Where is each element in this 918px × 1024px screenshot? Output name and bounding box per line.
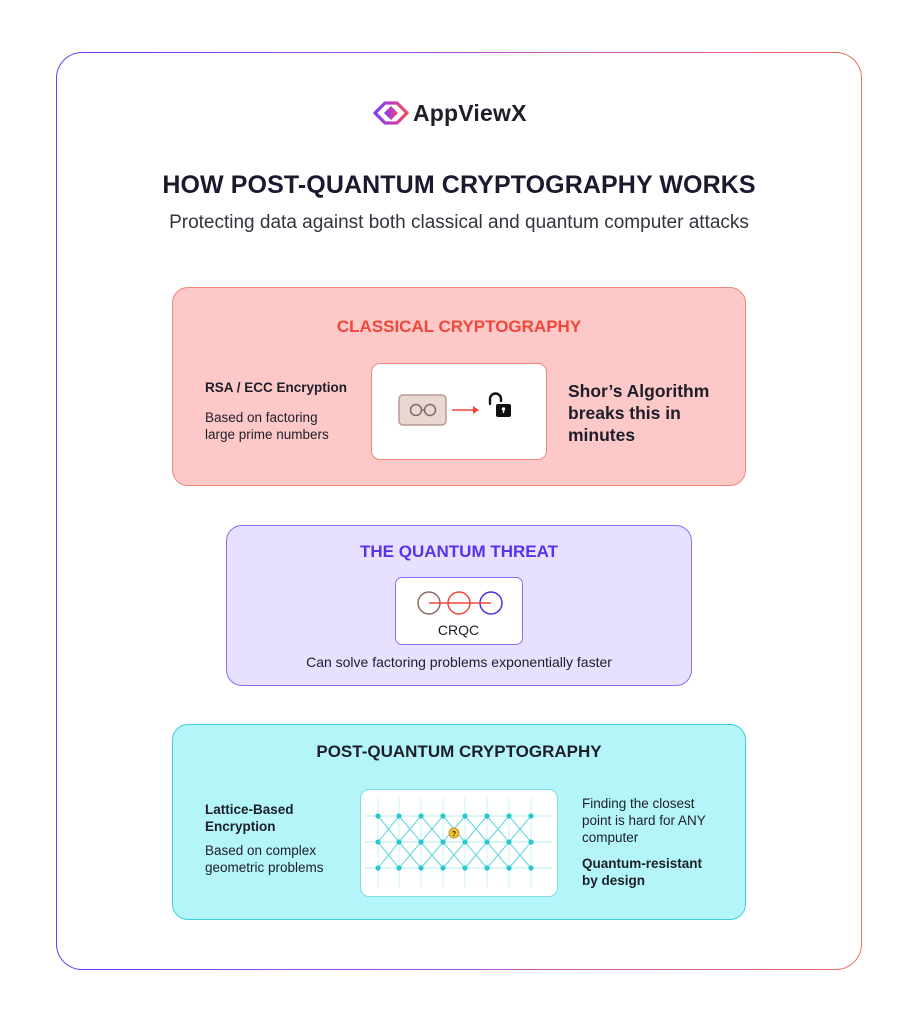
key-to-unlock-diagram xyxy=(372,364,545,458)
pq-method xyxy=(205,801,294,835)
lattice-point xyxy=(462,865,467,870)
quantum-threat-panel xyxy=(226,525,692,686)
unlocked-padlock-icon xyxy=(490,394,511,418)
lattice-point xyxy=(484,865,489,870)
pq-basis-line-2: geometric problems xyxy=(205,860,324,875)
quantum-caption: Can solve factoring problems exponentially faster xyxy=(306,654,612,670)
lattice-point xyxy=(506,839,511,844)
pq-fact-line-3: computer xyxy=(582,830,639,845)
appviewx-logo xyxy=(373,96,527,130)
pq-claim-line-2: by design xyxy=(582,873,646,888)
lattice-point xyxy=(484,839,489,844)
classical-basis-line-1: Based on factoring xyxy=(205,410,318,425)
classical-method: RSA / ECC Encryption xyxy=(205,380,348,395)
classical-basis-line-2: large prime numbers xyxy=(205,427,329,442)
crqc-label: CRQC xyxy=(437,622,480,638)
shor-line-2: breaks this in xyxy=(568,403,681,423)
classical-title: CLASSICAL CRYPTOGRAPHY xyxy=(336,317,582,336)
shor-algorithm-note xyxy=(568,380,709,446)
lattice-illustration xyxy=(360,789,558,897)
lattice-point xyxy=(440,865,445,870)
pq-method-line-2: Encryption xyxy=(205,819,276,834)
lattice-point xyxy=(418,839,423,844)
arrow-right-icon xyxy=(452,406,479,414)
lattice-point xyxy=(484,813,489,818)
post-quantum-cryptography-panel xyxy=(172,724,746,920)
encryption-break-illustration xyxy=(371,363,547,460)
pq-claim xyxy=(582,855,702,889)
lattice-point xyxy=(528,839,533,844)
lattice-point xyxy=(418,865,423,870)
lattice-point xyxy=(440,839,445,844)
pq-method-line-1: Lattice-Based xyxy=(205,802,294,817)
page-subtitle: Protecting data against both classical and quantum computer attacks xyxy=(169,212,749,233)
lattice-point xyxy=(396,865,401,870)
lattice-point xyxy=(375,839,380,844)
post-quantum-title: POST-QUANTUM CRYPTOGRAPHY xyxy=(316,742,602,761)
pq-basis-line-1: Based on complex xyxy=(205,843,317,858)
pq-fact-line-2: point is hard for ANY xyxy=(582,813,706,828)
lattice-point xyxy=(528,813,533,818)
lattice-point xyxy=(528,865,533,870)
lattice-point xyxy=(418,813,423,818)
pq-claim-line-1: Quantum-resistant xyxy=(582,856,703,871)
lattice-grid-icon xyxy=(361,790,556,895)
shor-line-1: Shor’s Algorithm xyxy=(568,381,710,401)
crqc-box xyxy=(395,577,523,645)
target-point-question-mark: ? xyxy=(451,831,457,838)
lattice-point xyxy=(375,813,380,818)
lattice-point xyxy=(506,813,511,818)
pq-fact xyxy=(582,795,706,846)
pq-basis xyxy=(205,842,324,876)
appviewx-logo-icon xyxy=(373,98,409,128)
qubit-circles-icon xyxy=(396,578,521,622)
pq-fact-line-1: Finding the closest xyxy=(582,796,695,811)
lattice-point xyxy=(462,813,467,818)
brand-name: AppViewX xyxy=(413,99,527,126)
lattice-point xyxy=(396,839,401,844)
shor-line-3: minutes xyxy=(568,425,636,445)
lattice-point xyxy=(375,865,380,870)
lattice-point xyxy=(462,839,467,844)
lattice-point xyxy=(396,813,401,818)
quantum-title: THE QUANTUM THREAT xyxy=(360,542,558,561)
lattice-point xyxy=(440,813,445,818)
classical-cryptography-panel xyxy=(172,287,746,486)
lattice-point xyxy=(506,865,511,870)
page-title: HOW POST-QUANTUM CRYPTOGRAPHY WORKS xyxy=(162,171,756,199)
key-icon xyxy=(399,395,446,425)
